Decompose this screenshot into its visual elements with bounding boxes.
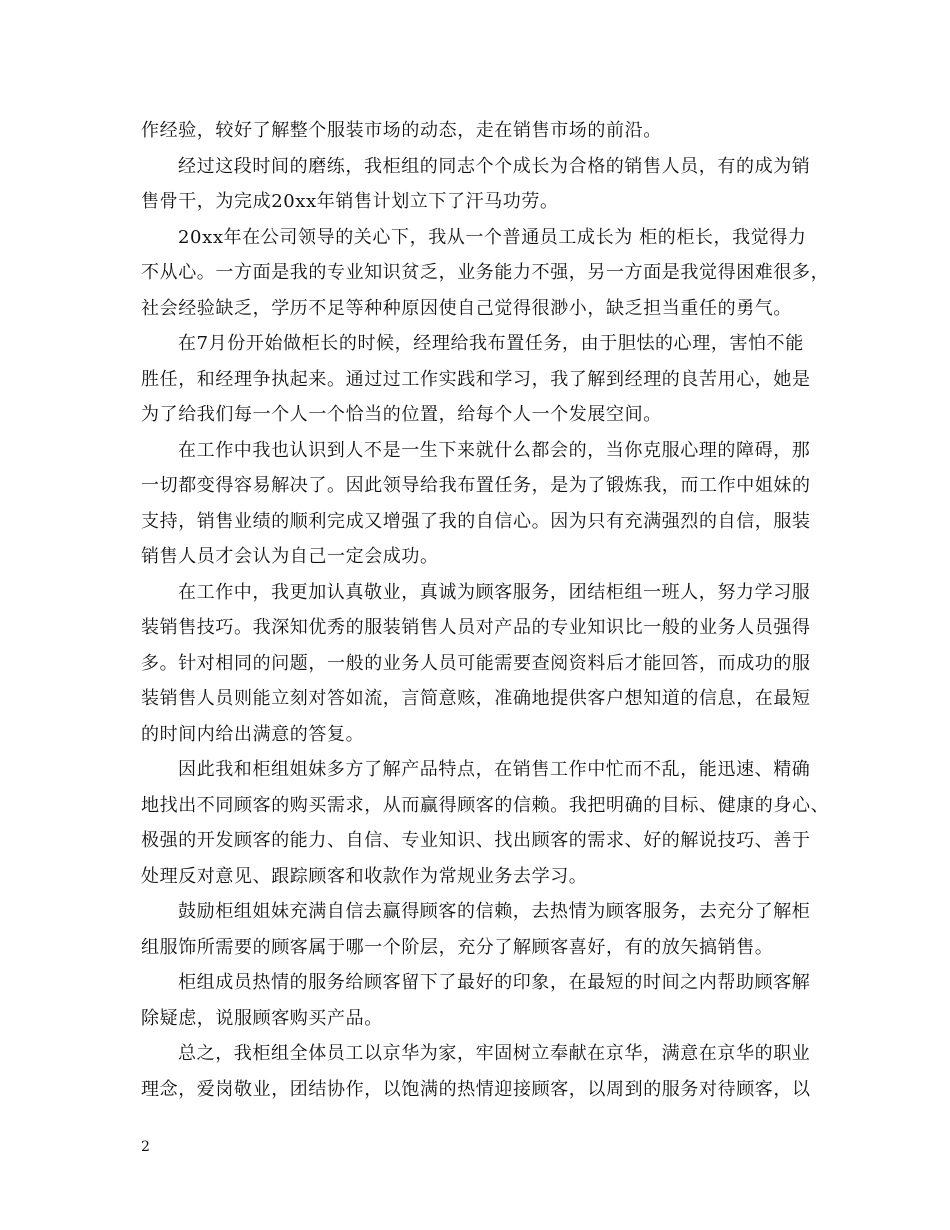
text-line: 售骨干，为完成20xx年销售计划立下了汗马功劳。: [141, 191, 559, 212]
text-line: 除疑虑，说服顾客购买产品。: [141, 1007, 383, 1029]
text-line: 理念，爱岗敬业，团结协作，以饱满的热情迎接顾客，以周到的服务对待顾客，以: [141, 1078, 811, 1100]
text-line: 20xx年在公司领导的关心下，我从一个普通员工成长为 柜的柜长，我觉得力: [178, 226, 807, 248]
text-line: 销售人员才会认为自己一定会成功。: [141, 546, 439, 567]
text-line: 社会经验缺乏，学历不足等种种原因使自己觉得很渺小，缺乏担当重任的勇气。: [141, 297, 792, 319]
page-number: 2: [141, 1139, 150, 1155]
text-line: 地找出不同顾客的购买需求，从而赢得顾客的信赖。我把明确的目标、健康的身心、: [141, 794, 830, 816]
text-line: 柜组成员热情的服务给顾客留下了最好的印象，在最短的时间之内帮助顾客解: [178, 972, 811, 993]
text-line: 支持，销售业绩的顺利完成又增强了我的自信心。因为只有充满强烈的自信，服装: [141, 510, 811, 532]
text-line: 极强的开发顾客的能力、自信、专业知识、找出顾客的需求、好的解说技巧、善于: [141, 830, 811, 851]
text-line: 装销售人员则能立刻对答如流，言简意赅，准确地提供客户想知道的信息，在最短: [141, 688, 811, 709]
text-line: 的时间内给出满意的答复。: [141, 723, 365, 745]
text-line: 不从心。一方面是我的专业知识贫乏，业务能力不强，另一方面是我觉得困难很多，: [141, 262, 830, 283]
text-line: 胜任，和经理争执起来。通过过工作实践和学习，我了解到经理的良苦用心，她是: [141, 368, 811, 390]
text-line: 多。针对相同的问题，一般的业务人员可能需要查阅资料后才能回答，而成功的服: [141, 652, 811, 674]
text-line: 鼓励柜组姐妹充满自信去赢得顾客的信赖，去热情为顾客服务，去充分了解柜: [178, 901, 811, 922]
text-line: 在工作中我也认识到人不是一生下来就什么都会的，当你克服心理的障碍，那: [178, 439, 811, 461]
text-line: 组服饰所需要的顾客属于哪一个阶层，充分了解顾客喜好，有的放矢搞销售。: [141, 936, 774, 958]
text-line: 在7月份开始做柜长的时候，经理给我布置任务，由于胆怯的心理，害怕不能: [178, 333, 804, 354]
text-line: 总之，我柜组全体员工以京华为家，牢固树立奉献在京华，满意在京华的职业: [178, 1043, 811, 1064]
text-line: 因此我和柜组姐妹多方了解产品特点，在销售工作中忙而不乱，能迅速、精确: [178, 759, 811, 780]
text-line: 一切都变得容易解决了。因此领导给我布置任务，是为了锻炼我，而工作中姐妹的: [141, 475, 811, 496]
text-line: 在工作中，我更加认真敬业，真诚为顾客服务，团结柜组一班人，努力学习服: [178, 581, 811, 603]
text-line: 经过这段时间的磨练，我柜组的同志个个成长为合格的销售人员，有的成为销: [178, 155, 811, 177]
text-line: 装销售技巧。我深知优秀的服装销售人员对产品的专业知识比一般的业务人员强得: [141, 617, 811, 638]
body-text: [141, 113, 830, 1107]
text-line: 作经验，较好了解整个服装市场的动态，走在销售市场的前沿。: [141, 120, 662, 141]
text-line: 为了给我们每一个人一个恰当的位置，给每个人一个发展空间。: [141, 404, 662, 425]
text-line: 处理反对意见、跟踪顾客和收款作为常规业务去学习。: [141, 865, 588, 887]
